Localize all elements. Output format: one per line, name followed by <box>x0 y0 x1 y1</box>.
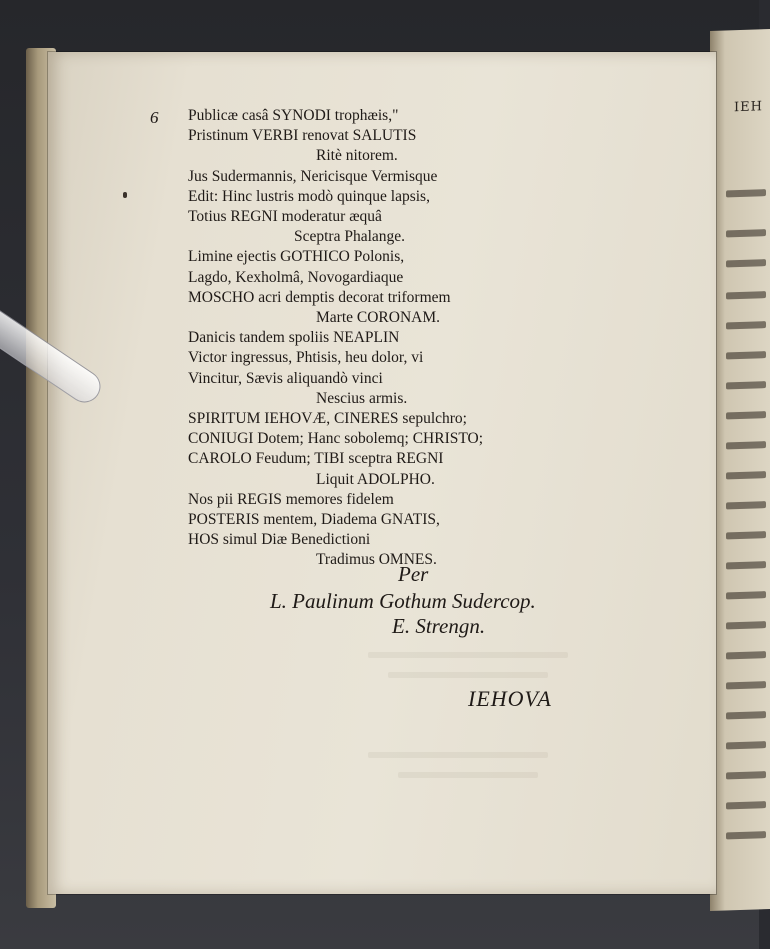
ink-speck <box>123 192 127 198</box>
poem-line: Totius REGNI moderatur æquâ <box>188 208 382 226</box>
poem-line: Publicæ casâ SYNODI trophæis," <box>188 107 399 124</box>
poem-line: Jus Sudermannis, Nericisque Vermisque <box>188 167 438 185</box>
facing-text-line <box>726 291 766 299</box>
poem-line: HOS simul Diæ Benedictioni <box>188 531 371 549</box>
facing-text-line <box>726 591 766 599</box>
signature-author: L. Paulinum Gothum Sudercop. <box>270 589 536 613</box>
poem-line: Ritè nitorem. <box>316 147 398 165</box>
facing-text-line <box>726 741 766 749</box>
facing-text-line <box>726 189 766 197</box>
facing-text-line <box>726 381 766 389</box>
poem-line: CONIUGI Dotem; Hanc sobolemq; CHRISTO; <box>188 430 484 448</box>
poem-line: POSTERIS mentem, Diadema GNATIS, <box>188 511 440 529</box>
poem-line: Limine ejectis GOTHICO Polonis, <box>188 248 405 266</box>
poem-line: Nos pii REGIS memores fidelem <box>188 490 394 508</box>
facing-text-line <box>726 771 766 779</box>
poem-line: Liquit ADOLPHO. <box>316 470 435 488</box>
facing-text-line <box>726 411 766 419</box>
facing-text-line <box>726 531 766 539</box>
facing-text-line <box>726 351 766 359</box>
poem-line: Vincitur, Sævis aliquandò vinci <box>188 369 383 387</box>
poem-line: Tradimus OMNES. <box>316 551 437 569</box>
page-number: 6 <box>150 108 159 127</box>
show-through-line <box>398 772 538 778</box>
poem-line: Pristinum VERBI renovat SALUTIS <box>188 127 417 145</box>
facing-text-line <box>726 501 766 509</box>
poem-line: MOSCHO acri demptis decorat triformem <box>188 288 451 306</box>
facing-text-line <box>726 711 766 719</box>
poem-line: Marte CORONAM. <box>316 309 440 327</box>
facing-text-line <box>726 259 766 267</box>
facing-page <box>710 29 770 911</box>
poem-line: Victor ingressus, Phtisis, heu dolor, vi <box>188 349 424 367</box>
facing-text-line <box>726 621 766 629</box>
poem-line: Danicis tandem spoliis NEAPLIN <box>188 329 400 347</box>
poem-line: Nescius armis. <box>316 389 408 407</box>
poem-line: Lagdo, Kexholmâ, Novogardiaque <box>188 268 404 286</box>
poem-line: SPIRITUM IEHOVÆ, CINERES sepulchro; <box>188 410 467 428</box>
show-through-line <box>388 672 548 678</box>
show-through-line <box>368 752 548 758</box>
poem-line: Sceptra Phalange. <box>294 228 406 246</box>
facing-text-line <box>726 229 766 237</box>
facing-text-line <box>726 801 766 809</box>
show-through-line <box>368 652 568 658</box>
facing-text-line <box>726 321 766 329</box>
signature-block <box>270 562 630 639</box>
signature-location: E. Strengn. <box>392 614 486 638</box>
facing-text-line <box>726 471 766 479</box>
facing-page-header: IEH <box>734 99 763 116</box>
facing-text-line <box>726 831 766 839</box>
signature-per: Per <box>398 562 429 586</box>
facing-text-line <box>726 681 766 689</box>
poem-line: Edit: Hinc lustris modò quinque lapsis, <box>188 187 430 205</box>
facing-text-line <box>726 561 766 569</box>
closing-word: IEHOVA <box>468 686 552 711</box>
facing-text-line <box>726 651 766 659</box>
poem-line: CAROLO Feudum; TIBI sceptra REGNI <box>188 450 444 468</box>
facing-text-line <box>726 441 766 449</box>
poem-text <box>188 106 658 571</box>
